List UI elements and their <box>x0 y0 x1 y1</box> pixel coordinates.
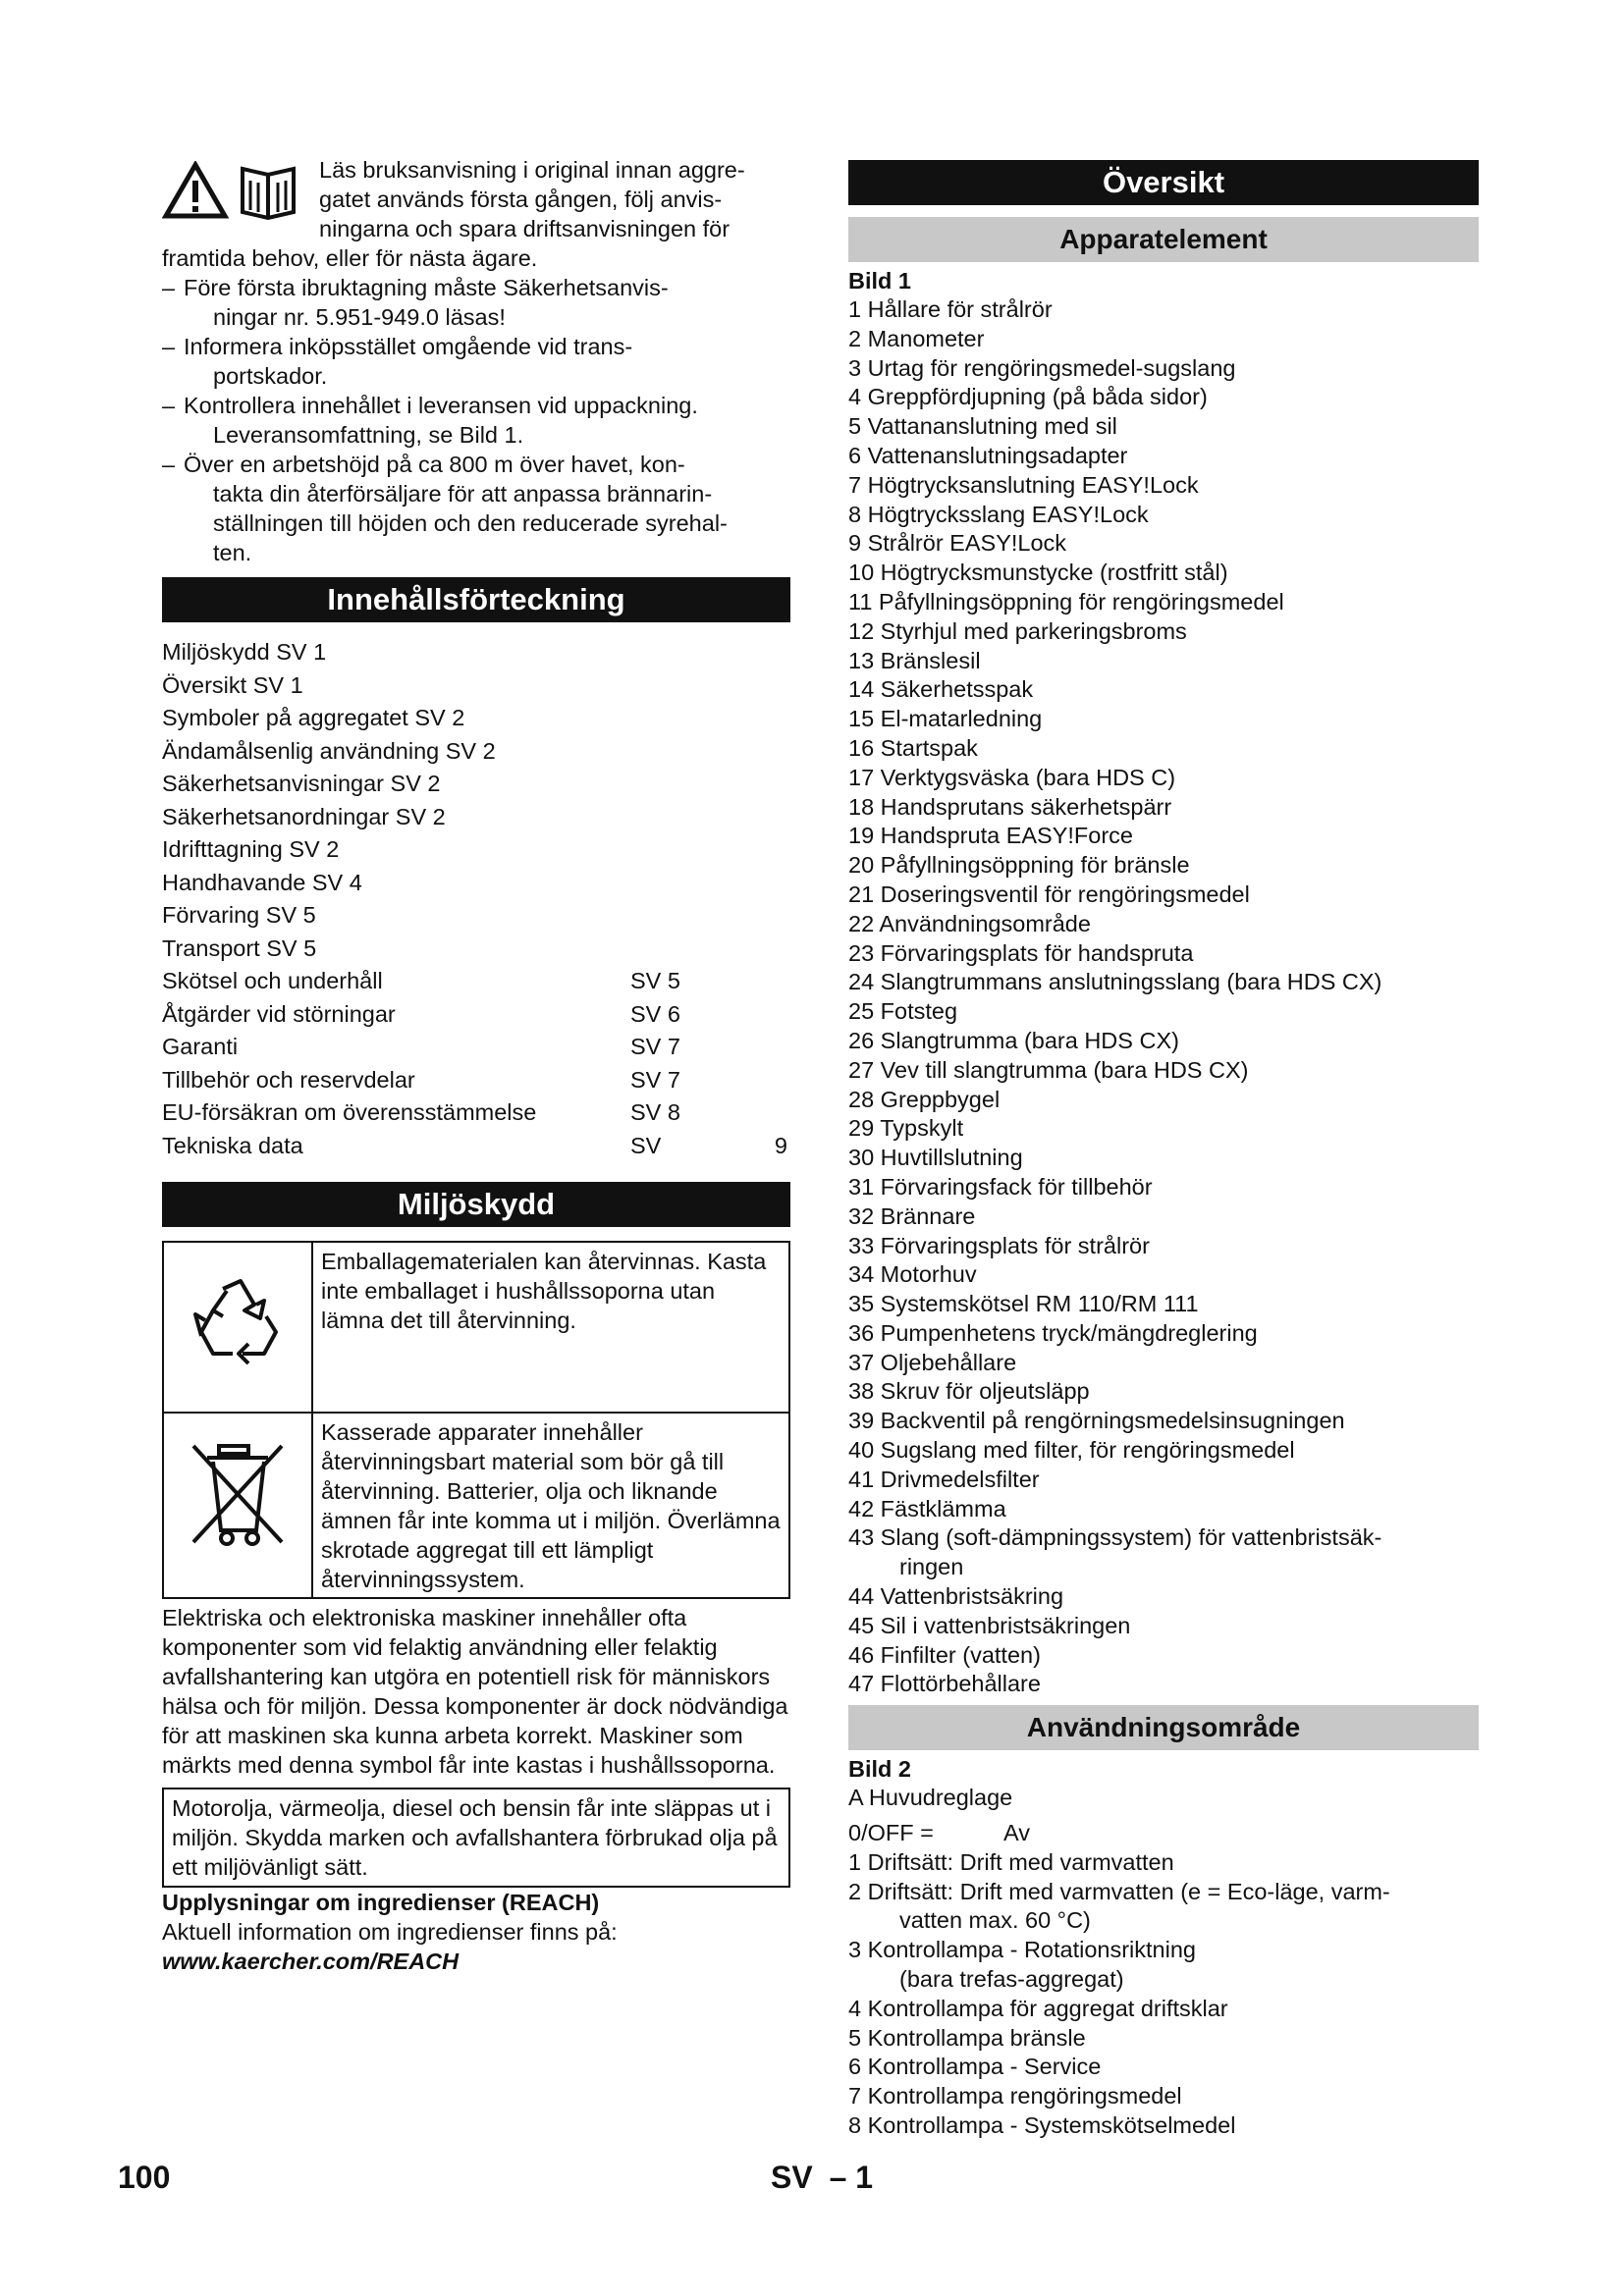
toc-extra <box>738 998 787 1032</box>
env-table <box>162 1241 790 1599</box>
toc-title: Säkerhetsanvisningar SV 2 <box>162 771 441 796</box>
list-item <box>848 764 1479 793</box>
toc-row[interactable] <box>162 899 790 933</box>
list-item-text: 10 Högtrycksmunstycke (rostfritt stål) <box>848 560 1228 586</box>
toc-page <box>630 669 738 703</box>
list-item <box>848 968 1479 997</box>
list-item <box>848 1349 1479 1378</box>
list-item-text: 4 Kontrollampa för aggregat driftsklar <box>848 1995 1228 2021</box>
list-item-text: 30 Huvtillslutning <box>848 1145 1023 1171</box>
weee-paragraph: Elektriska och elektroniska maskiner innehåller ofta komponenter som vid felaktig användning eller felaktig avfallshantering kan utgöra en potentiell risk för människors hälsa och för miljön. Dessa komponenter är dock nödvändiga för att maskinen ska kunna arbeta korrekt. Maskiner som märkts med denna symbol får inte kastas i hushållssoporna. <box>162 1605 788 1778</box>
toc-page <box>630 833 738 867</box>
list-item-text: 5 Vattananslutning med sil <box>848 413 1117 440</box>
footer-section-page: – 1 <box>829 2160 874 2195</box>
list-item <box>848 881 1479 910</box>
list-item <box>848 734 1479 764</box>
list-item <box>848 1027 1479 1056</box>
bullet-line: ställningen till höjden och den reducerade syrehal- <box>213 510 728 536</box>
list-item-text: 2 Driftsätt: Drift med varmvatten (e = Eco-läge, varm- <box>848 1878 1390 1904</box>
off-key: 0/OFF = <box>848 1820 934 1846</box>
list-item <box>848 501 1479 530</box>
overview-heading: Översikt <box>848 160 1479 205</box>
toc-page <box>630 899 738 933</box>
list-item-text: 45 Sil i vattenbristsäkringen <box>848 1612 1131 1638</box>
crossed-bin-icon <box>184 1432 292 1570</box>
bullet-line: takta din återförsäljare för att anpassa brännarin- <box>213 481 713 507</box>
intro-line: Läs bruksanvisning i original innan aggre- <box>319 157 745 183</box>
list-item-text: 23 Förvaringsplats för handspruta <box>848 939 1194 966</box>
list-item-text: 13 Bränslesil <box>848 647 981 673</box>
list-item-text: 41 Drivmedelsfilter <box>848 1466 1040 1492</box>
list-item <box>848 412 1479 442</box>
toc-row[interactable] <box>162 965 790 998</box>
list-item-text: 34 Motorhuv <box>848 1261 977 1288</box>
list-item <box>848 1878 1479 1937</box>
toc-row[interactable] <box>162 1130 790 1163</box>
bullet-dash: – <box>162 334 176 359</box>
list-item-text: 8 Högtrycksslang EASY!Lock <box>848 501 1149 527</box>
toc-title: Miljöskydd SV 1 <box>162 639 327 665</box>
toc-title: Åtgärder vid störningar <box>162 1000 396 1027</box>
list-item-continuation: ringen <box>899 1554 964 1580</box>
toc-extra <box>738 768 787 801</box>
list-item <box>848 559 1479 588</box>
toc-extra <box>738 867 787 900</box>
list-item <box>848 1319 1479 1349</box>
bullet-line: portskador. <box>213 363 328 389</box>
list-item-text: 24 Slangtrummans anslutningsslang (bara HDS CX) <box>848 969 1382 995</box>
bullet-item <box>162 273 790 332</box>
toc-extra <box>738 899 787 933</box>
toc-title: Säkerhetsanordningar SV 2 <box>162 803 446 829</box>
env-heading: Miljöskydd <box>162 1182 790 1227</box>
toc-page: SV 5 <box>630 968 680 993</box>
list-item <box>848 1936 1479 1995</box>
list-item <box>848 1114 1479 1144</box>
toc-page <box>630 933 738 966</box>
toc-extra <box>738 933 787 966</box>
toc-row[interactable] <box>162 801 790 834</box>
list-item <box>848 354 1479 384</box>
list-item-text: 8 Kontrollampa - Systemskötselmedel <box>848 2112 1236 2139</box>
toc-title: Tekniska data <box>162 1132 303 1158</box>
figure-label-2: Bild 2 <box>848 1756 911 1783</box>
list-item-text: 22 Användningsområde <box>848 910 1091 936</box>
bullet-line: ten. <box>213 540 252 565</box>
list-item <box>848 2053 1479 2082</box>
list-item-text: 36 Pumpenhetens tryck/mängdreglering <box>848 1319 1258 1346</box>
toc-extra <box>738 801 787 834</box>
toc-page: SV <box>630 1132 662 1158</box>
toc-page: SV 7 <box>630 1066 680 1093</box>
list-item-text: 6 Vattenanslutningsadapter <box>848 442 1128 468</box>
bullet-item <box>162 391 790 450</box>
list-item <box>848 588 1479 617</box>
off-row <box>848 1819 1479 1848</box>
toc-title: Handhavande SV 4 <box>162 869 362 895</box>
list-item <box>848 1407 1479 1436</box>
list-item-text: 40 Sugslang med filter, för rengöringsmedel <box>848 1437 1295 1464</box>
page-number: 100 <box>118 2160 171 2195</box>
disposal-cell <box>163 1413 312 1598</box>
recycle-cell <box>163 1242 312 1413</box>
list-item-text: 4 Greppfördjupning (på båda sidor) <box>848 384 1208 410</box>
bullet-line: Före första ibruktagning måste Säkerhetsanvis- <box>184 275 669 300</box>
list-item <box>848 1202 1479 1232</box>
bullet-line: Över en arbetshöjd på ca 800 m över havet, kon- <box>184 452 685 477</box>
list-item <box>848 383 1479 412</box>
right-column <box>848 160 1479 2141</box>
toc-page <box>630 867 738 900</box>
list-item-text: 19 Handspruta EASY!Force <box>848 823 1133 849</box>
toc-title: Översikt SV 1 <box>162 671 303 698</box>
list-item-text: 11 Påfyllningsöppning för rengöringsmedel <box>848 588 1284 614</box>
toc-row[interactable] <box>162 833 790 867</box>
list-item-text: 1 Driftsätt: Drift med varmvatten <box>848 1848 1174 1875</box>
list-item-text: 32 Brännare <box>848 1202 976 1229</box>
warning-and-manual-icon <box>162 161 309 220</box>
toc-page: SV 6 <box>630 1000 680 1027</box>
overview-list <box>848 295 1479 1699</box>
toc-page <box>630 768 738 801</box>
list-item <box>848 2111 1479 2141</box>
toc-title: Förvaring SV 5 <box>162 902 316 928</box>
list-item-text: 20 Påfyllningsöppning för bränsle <box>848 852 1190 879</box>
list-item <box>848 1582 1479 1612</box>
list-item-text: 35 Systemskötsel RM 110/RM 111 <box>848 1291 1199 1317</box>
list-item-text: 17 Verktygsväska (bara HDS C) <box>848 764 1176 790</box>
list-item-text: 44 Vattenbristsäkring <box>848 1583 1064 1610</box>
list-item <box>848 1232 1479 1261</box>
list-item <box>848 1086 1479 1115</box>
toc-title: EU-försäkran om överensstämmelse <box>162 1099 537 1125</box>
list-item <box>848 1641 1479 1671</box>
toc-extra <box>738 1064 787 1097</box>
toc-title: Garanti <box>162 1034 239 1059</box>
toc-extra <box>738 965 787 998</box>
list-item-text: 39 Backventil på rengörningsmedelsinsugningen <box>848 1408 1345 1434</box>
toc-title: Symboler på aggregatet SV 2 <box>162 705 465 730</box>
toc-page: SV 7 <box>630 1034 680 1059</box>
toc-title: Skötsel och underhåll <box>162 968 383 993</box>
list-item-text: 42 Fästklämma <box>848 1495 1006 1522</box>
list-item <box>848 705 1479 734</box>
reach-link[interactable]: www.kaercher.com/REACH <box>162 1949 460 1974</box>
bullet-dash: – <box>162 452 176 477</box>
toc-extra <box>738 1096 787 1130</box>
toc-title: Tillbehör och reservdelar <box>162 1066 415 1093</box>
list-item <box>848 1612 1479 1641</box>
toc-title: Idrifttagning SV 2 <box>162 836 340 862</box>
toc-list <box>162 636 790 1162</box>
footer-section <box>771 2160 873 2196</box>
recycle-icon <box>184 1271 292 1379</box>
list-item <box>848 1173 1479 1202</box>
list-item <box>848 1848 1479 1878</box>
intro-warning <box>162 155 790 273</box>
list-item-text: 14 Säkerhetsspak <box>848 676 1034 703</box>
list-item-text: 15 El-matarledning <box>848 706 1043 732</box>
list-item <box>848 1056 1479 1086</box>
list-item-text: 6 Kontrollampa - Service <box>848 2054 1102 2080</box>
toc-row[interactable] <box>162 1031 790 1064</box>
bullet-line: ningar nr. 5.951-949.0 läsas! <box>213 304 506 330</box>
toc-extra <box>738 669 787 703</box>
list-item <box>848 851 1479 881</box>
bullet-dash: – <box>162 393 176 418</box>
list-item <box>848 822 1479 851</box>
usage-heading: Användningsområde <box>848 1705 1479 1750</box>
toc-page <box>630 636 738 669</box>
list-item-continuation: (bara trefas-aggregat) <box>899 1966 1124 1993</box>
bullet-line: Informera inköpsstället omgående vid trans- <box>184 334 633 359</box>
bullet-item <box>162 332 790 391</box>
list-item-text: 7 Högtrycksanslutning EASY!Lock <box>848 471 1199 498</box>
list-item-text: 12 Styrhjul med parkeringsbroms <box>848 617 1187 644</box>
off-value: Av <box>1003 1820 1030 1846</box>
list-item <box>848 325 1479 354</box>
toc-row[interactable] <box>162 1096 790 1130</box>
list-item-text: 1 Hållare för strålrör <box>848 296 1053 322</box>
list-item <box>848 1436 1479 1466</box>
toc-row[interactable] <box>162 669 790 703</box>
list-item <box>848 910 1479 939</box>
toc-title: Ändamålsenlig användning SV 2 <box>162 737 496 764</box>
list-item <box>848 442 1479 471</box>
list-item-text: 28 Greppbygel <box>848 1086 1001 1112</box>
list-item <box>848 939 1479 969</box>
toc-row[interactable] <box>162 933 790 966</box>
toc-extra <box>738 735 787 769</box>
toc-extra: 9 <box>774 1132 787 1158</box>
list-item <box>848 529 1479 559</box>
list-item <box>848 471 1479 501</box>
toc-page: SV 8 <box>630 1099 680 1125</box>
list-item-text: 16 Startspak <box>848 734 978 761</box>
list-item-text: 47 Flottörbehållare <box>848 1671 1041 1697</box>
list-item <box>848 675 1479 705</box>
toc-page <box>630 801 738 834</box>
intro-line: ningarna och spara driftsanvisningen för <box>319 216 731 241</box>
list-item-text: 5 Kontrollampa bränsle <box>848 2024 1086 2051</box>
bullet-line: Kontrollera innehållet i leveransen vid uppackning. <box>184 393 698 418</box>
list-item <box>848 1495 1479 1524</box>
left-column <box>162 155 790 1976</box>
list-item <box>848 2082 1479 2111</box>
list-item-continuation: vatten max. 60 °C) <box>899 1907 1091 1934</box>
list-item <box>848 2024 1479 2054</box>
oil-note: Motorolja, värmeolja, diesel och bensin får inte släppas ut i miljön. Skydda marken och avfallshantera förbrukad olja på ett miljövänligt sätt. <box>162 1788 790 1888</box>
toc-row[interactable] <box>162 636 790 669</box>
list-item <box>848 1290 1479 1319</box>
figure-label-1: Bild 1 <box>848 268 911 294</box>
list-item <box>848 295 1479 325</box>
bullet-item <box>162 450 790 567</box>
toc-extra <box>738 833 787 867</box>
list-item-text: 9 Strålrör EASY!Lock <box>848 530 1067 557</box>
list-item-text: 2 Manometer <box>848 325 985 351</box>
disposal-text: Kasserade apparater innehåller återvinningsbart material som bör gå till återvinning. Batterier, olja och liknande ämnen får inte komma ut i miljön. Överlämna skrotade aggregat till ett lämpligt återvinningssystem. <box>312 1413 789 1598</box>
usage-list <box>848 1848 1479 2141</box>
toc-page <box>630 702 738 735</box>
list-item <box>848 1523 1479 1582</box>
reach-heading: Upplysningar om ingredienser (REACH) <box>162 1890 600 1915</box>
toc-row[interactable] <box>162 1064 790 1097</box>
main-control: A Huvudreglage <box>848 1785 1013 1811</box>
list-item-text: 21 Doseringsventil för rengöringsmedel <box>848 881 1250 907</box>
list-item <box>848 1377 1479 1407</box>
toc-title: Transport SV 5 <box>162 934 317 961</box>
toc-row[interactable] <box>162 702 790 735</box>
toc-page <box>630 735 738 769</box>
list-item-text: 29 Typskylt <box>848 1115 964 1142</box>
list-item-text: 27 Vev till slangtrumma (bara HDS CX) <box>848 1056 1249 1083</box>
list-item-text: 38 Skruv för oljeutsläpp <box>848 1378 1090 1405</box>
list-item-text: 46 Finfilter (vatten) <box>848 1641 1041 1668</box>
bullet-dash: – <box>162 275 176 300</box>
list-item-text: 26 Slangtrumma (bara HDS CX) <box>848 1027 1179 1053</box>
elements-heading: Apparatelement <box>848 217 1479 262</box>
list-item-text: 3 Urtag för rengöringsmedel-sugslang <box>848 354 1236 381</box>
list-item <box>848 617 1479 647</box>
list-item <box>848 647 1479 676</box>
list-item <box>848 1144 1479 1173</box>
toc-row[interactable] <box>162 998 790 1032</box>
toc-row[interactable] <box>162 867 790 900</box>
toc-extra <box>738 636 787 669</box>
list-item-text: 43 Slang (soft-dämpningssystem) för vattenbristsäk- <box>848 1524 1382 1551</box>
list-item-text: 25 Fotsteg <box>848 998 958 1025</box>
list-item <box>848 1995 1479 2024</box>
bullet-line: Leveransomfattning, se Bild 1. <box>213 422 524 448</box>
intro-line: gatet används första gången, följ anvis- <box>319 187 723 212</box>
toc-row[interactable] <box>162 735 790 769</box>
list-item <box>848 1670 1479 1699</box>
list-item <box>848 997 1479 1027</box>
list-item-text: 33 Förvaringsplats för strålrör <box>848 1232 1150 1258</box>
reach-text: Aktuell information om ingredienser finns på: <box>162 1919 618 1945</box>
toc-row[interactable] <box>162 768 790 801</box>
list-item-text: 18 Handsprutans säkerhetspärr <box>848 793 1172 820</box>
toc-heading: Innehållsförteckning <box>162 577 790 622</box>
list-item-text: 7 Kontrollampa rengöringsmedel <box>848 2083 1182 2109</box>
list-item-text: 3 Kontrollampa - Rotationsriktning <box>848 1937 1196 1963</box>
recycle-text: Emballagematerialen kan återvinnas. Kasta inte emballaget i hushållssoporna utan lämna det till återvinning. <box>312 1242 789 1413</box>
footer-section-code: SV <box>771 2160 813 2195</box>
list-item <box>848 793 1479 823</box>
list-item-text: 31 Förvaringsfack för tillbehör <box>848 1173 1153 1200</box>
list-item <box>848 1466 1479 1495</box>
intro-line: framtida behov, eller för nästa ägare. <box>162 245 538 271</box>
list-item-text: 37 Oljebehållare <box>848 1349 1017 1375</box>
toc-extra <box>738 702 787 735</box>
toc-extra <box>738 1031 787 1064</box>
list-item <box>848 1260 1479 1290</box>
